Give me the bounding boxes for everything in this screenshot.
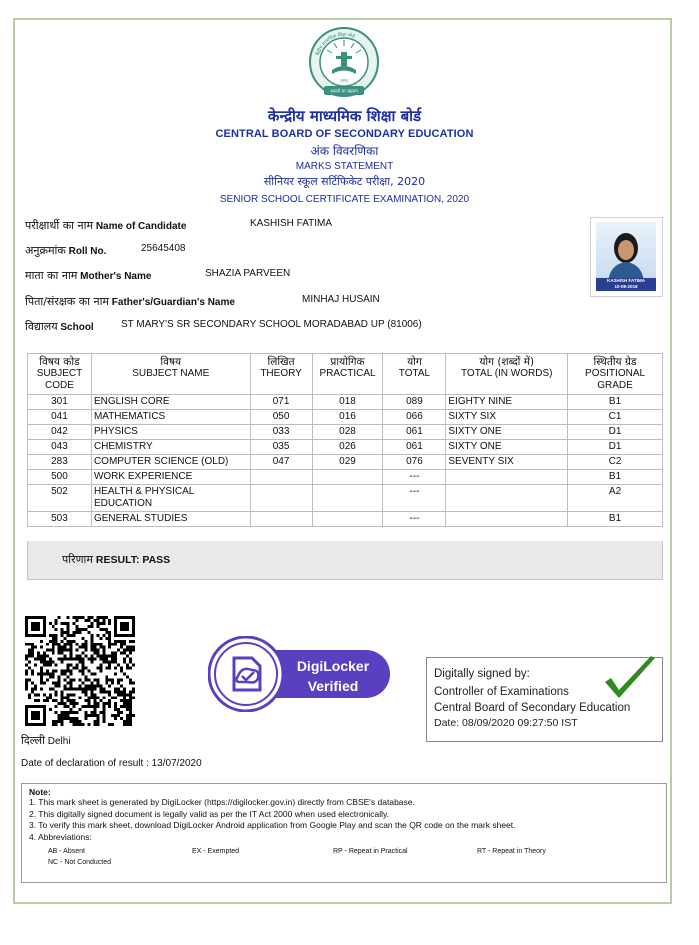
grade: C2 [568,455,663,470]
father-label-hindi: पिता/संरक्षक का नाम [25,295,110,308]
mother-name: SHAZIA PARVEEN [205,268,291,279]
subject-code: 043 [28,440,92,455]
signer-organization: Central Board of Secondary Education [434,702,631,714]
theory-marks [250,512,312,527]
total-in-words [446,470,568,485]
candidate-name-row [25,218,333,233]
grade: A2 [568,485,663,512]
abbreviation: NC - Not Conducted [48,859,112,866]
subject-code: 301 [28,395,92,410]
subject-code: 283 [28,455,92,470]
practical-marks [312,512,383,527]
subject-name: ENGLISH CORE [91,395,250,410]
school-name: ST MARY'S SR SECONDARY SCHOOL MORADABAD UP (81006) [121,319,422,330]
practical-marks: 028 [312,425,383,440]
total-in-words: SIXTY SIX [446,410,568,425]
table-row [28,425,663,440]
practical-marks: 016 [312,410,383,425]
subject-name: HEALTH & PHYSICAL EDUCATION [91,485,250,512]
table-header-row [28,354,663,395]
photo-caption: KASHISH FATIMA 10-08-2018 [596,278,656,291]
subject-code: 500 [28,470,92,485]
result-text: परिणाम RESULT: PASS [62,553,171,566]
theory-marks [250,485,312,512]
father-row [25,294,380,309]
header-theory: लिखित THEORY [250,354,312,395]
subject-name: WORK EXPERIENCE [91,470,250,485]
candidate-photo [590,217,663,297]
grade: B1 [568,512,663,527]
father-label-english: Father's/Guardian's Name [111,297,235,308]
subject-name: PHYSICS [91,425,250,440]
roll-label-hindi: अनुक्रमांक [25,244,66,257]
total-in-words: EIGHTY NINE [446,395,568,410]
header-total: योग TOTAL [383,354,446,395]
total-marks: --- [383,485,446,512]
note-line: 1. This mark sheet is generated by DigiLocker (https://digilocker.gov.in) directly from CBSE's database. [29,797,415,807]
table-row [28,395,663,410]
note-line: 3. To verify this mark sheet, download DigiLocker Android application from Google Play and scan the QR code on the mark sheet. [29,820,516,830]
theory-marks: 050 [250,410,312,425]
total-marks: --- [383,512,446,527]
theory-marks: 047 [250,455,312,470]
statement-title-english: MARKS STATEMENT [295,161,394,172]
mother-label-hindi: माता का नाम [25,269,78,282]
exam-title-hindi: सीनियर स्कूल सर्टिफिकेट परीक्षा, 2020 [263,175,426,188]
theory-marks [250,470,312,485]
subject-name: CHEMISTRY [91,440,250,455]
subject-name: COMPUTER SCIENCE (OLD) [91,455,250,470]
grade: D1 [568,440,663,455]
name-label-english: Name of Candidate [95,221,187,232]
logo-motto: असतो मा सद्गमय [330,89,358,95]
practical-marks [312,485,383,512]
abbreviation: RT - Repeat in Theory [477,848,546,855]
statement-title-hindi: अंक विवरणिका [310,144,379,158]
table-row [28,512,663,527]
theory-marks: 071 [250,395,312,410]
table-row [28,455,663,470]
total-marks: 061 [383,440,446,455]
svg-text:केंद्रीय माध्यमिक शिक्षा बोर्ड: केंद्रीय माध्यमिक शिक्षा बोर्ड [315,32,355,57]
father-name: MINHAJ HUSAIN [302,294,380,305]
notes-box [21,783,667,883]
checkmark-icon [601,654,659,706]
subject-name: GENERAL STUDIES [91,512,250,527]
total-marks: 061 [383,425,446,440]
name-label-hindi: परीक्षार्थी का नाम [25,219,94,232]
table-row [28,440,663,455]
exam-title-english: SENIOR SCHOOL CERTIFICATE EXAMINATION, 2020 [219,194,470,205]
abbreviation: AB - Absent [48,848,85,855]
mother-row [25,268,291,283]
table-row [28,485,663,512]
total-in-words: SEVENTY SIX [446,455,568,470]
subject-code: 503 [28,512,92,527]
candidate-name: KASHISH FATIMA [250,218,333,229]
abbreviation: RP - Repeat in Practical [333,848,408,855]
note-line: 2. This digitally signed document is legally valid as per the IT Act 2000 when used electronically. [29,808,390,819]
total-marks: 076 [383,455,446,470]
header-total-words: योग (शब्दों में) TOTAL (IN WORDS) [446,354,568,395]
table-row [28,410,663,425]
table-row [28,470,663,485]
header-subject-code: विषय कोड SUBJECT CODE [28,354,92,395]
theory-marks: 035 [250,440,312,455]
digital-signature-box [426,657,663,742]
school-row [25,319,422,334]
digilocker-verified-label: DigiLocker Verified [296,658,370,694]
total-marks: --- [383,470,446,485]
practical-marks: 029 [312,455,383,470]
total-in-words: SIXTY ONE [446,440,568,455]
school-label-english: School [60,322,94,333]
practical-marks: 026 [312,440,383,455]
roll-row [25,243,186,258]
grade: D1 [568,425,663,440]
mother-label-english: Mother's Name [80,271,152,282]
school-label-hindi: विद्यालय [25,320,58,333]
signer-title: Controller of Examinations [434,686,569,698]
note-line: 4. Abbreviations: [29,831,92,842]
qr-code-icon[interactable] [25,616,135,726]
grade: B1 [568,470,663,485]
grade: B1 [568,395,663,410]
total-in-words: SIXTY ONE [446,425,568,440]
marks-statement-page [13,18,672,904]
declaration-date: Date of declaration of result : 13/07/2020 [21,758,202,769]
place: दिल्ली Delhi [21,734,71,747]
subject-code: 502 [28,485,92,512]
roll-number: 25645408 [141,243,186,254]
notes-title: Note: [29,787,51,797]
total-marks: 066 [383,410,446,425]
subject-code: 041 [28,410,92,425]
result-box [27,541,663,580]
total-in-words [446,485,568,512]
marks-table [27,353,663,527]
total-marks: 089 [383,395,446,410]
total-in-words [446,512,568,527]
theory-marks: 033 [250,425,312,440]
cbse-logo [308,26,380,106]
roll-label-english: Roll No. [68,246,107,257]
header-subject-name: विषय SUBJECT NAME [91,354,250,395]
board-name-english: CENTRAL BOARD OF SECONDARY EDUCATION [215,128,474,140]
practical-marks: 018 [312,395,383,410]
photo-image [596,222,656,282]
header-practical: प्रायोगिक PRACTICAL [312,354,383,395]
practical-marks [312,470,383,485]
signed-by-label: Digitally signed by: [434,668,530,680]
board-name-hindi: केन्द्रीय माध्यमिक शिक्षा बोर्ड [267,107,422,125]
header-grade: स्थितीय ग्रेड POSITIONAL GRADE [568,354,663,395]
grade: C1 [568,410,663,425]
abbreviation: EX - Exempted [192,848,240,855]
signature-date: Date: 08/09/2020 09:27:50 IST [434,717,578,729]
svg-text:भारत: भारत [340,78,348,83]
subject-name: MATHEMATICS [91,410,250,425]
subject-code: 042 [28,425,92,440]
